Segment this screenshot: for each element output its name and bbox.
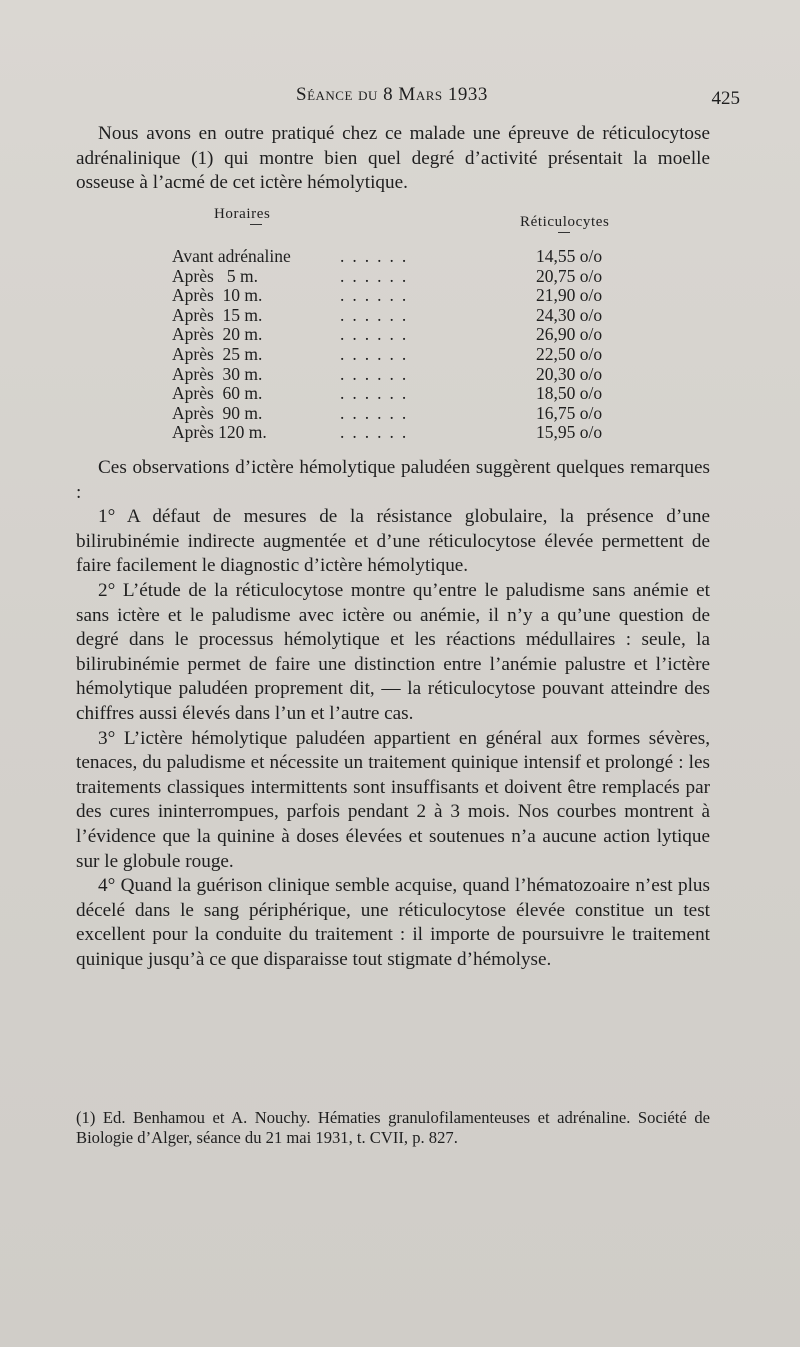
row-value: 24,30 o/o: [536, 304, 603, 325]
row-label: Après 10 m.: [172, 285, 263, 306]
row-value: 15,95 o/o: [536, 422, 603, 443]
row-leader-dots: ......: [340, 363, 415, 384]
row-label: Après 25 m.: [172, 343, 263, 364]
row-value: 18,50 o/o: [536, 383, 603, 404]
paragraph-observations: Ces observations d’ictère hémolytique paludéen suggèrent quelques remarques :: [76, 457, 710, 503]
row-label: Avant adrénaline: [172, 246, 291, 266]
row-value: 26,90 o/o: [536, 324, 603, 345]
table-row: [170, 285, 640, 305]
row-value: 20,75 o/o: [536, 265, 603, 286]
table-row: [170, 324, 640, 344]
table-row: [170, 305, 640, 325]
row-label: Après 120 m.: [172, 422, 267, 443]
row-value: 14,55 o/o: [536, 246, 603, 266]
row-label: Après 20 m.: [172, 324, 263, 345]
paragraph-remark-4: 4° Quand la guérison clinique semble acquise, quand l’hématozoaire n’est plus décelé dans le sang périphérique, une réticulocytose élevée constitue un test excellent pour la conduite du traitement : il importe de poursuivre le traitement quinique jusqu’à ce que disparaisse tout stigmate d’hémolyse.: [76, 875, 710, 970]
table-row: [170, 383, 640, 403]
row-leader-dots: ......: [340, 402, 415, 423]
row-label: Après 5 m.: [172, 265, 259, 286]
table-row: [170, 422, 640, 442]
row-leader-dots: ......: [340, 265, 415, 286]
paragraph-remark-2: 2° L’étude de la réticulocytose montre qu’entre le paludisme sans anémie et sans ictère et le paludisme avec ictère ou anémie, il n’y a qu’une question de degré dans le processus hémolytique et les réactions médullaires : seule, la bilirubinémie permet de faire une distinction entre l’anémie palustre et l’ictère hémolytique paludéen proprement dit, — la réticulocytose pouvant atteindre des chiffres aussi élevés dans l’un et l’autre cas.: [76, 579, 710, 724]
paragraph-remark-1: 1° A défaut de mesures de la résistance globulaire, la présence d’une bilirubinémie indirecte augmentée et d’une réticulocytose élevée permettent de faire facilement le diagnostic d’ictère hémolytique.: [76, 506, 710, 577]
page-header: [100, 84, 740, 114]
row-leader-dots: ......: [340, 343, 415, 364]
row-leader-dots: ......: [340, 246, 415, 266]
footnote: [76, 1108, 710, 1148]
table-body: [170, 246, 640, 442]
table-header: [170, 204, 640, 246]
intro-paragraph: [76, 122, 710, 196]
row-value: 16,75 o/o: [536, 402, 603, 423]
table-row: [170, 266, 640, 286]
header-dash-right: [558, 232, 570, 233]
row-value: 21,90 o/o: [536, 285, 603, 306]
row-leader-dots: ......: [340, 304, 415, 325]
footnote-text: (1) Ed. Benhamou et A. Nouchy. Hématies granulofilamenteuses et adrénaline. Société de Biologie d’Alger, séance du 21 mai 1931, t. CVII, p. 827.: [76, 1108, 710, 1147]
table-row: [170, 344, 640, 364]
reticulocyte-table: [170, 204, 640, 442]
row-leader-dots: ......: [340, 422, 415, 443]
row-value: 22,50 o/o: [536, 343, 603, 364]
row-leader-dots: ......: [340, 285, 415, 306]
row-label: Après 60 m.: [172, 383, 263, 404]
row-label: Après 30 m.: [172, 363, 263, 384]
column-header-horaires: Horaires: [214, 206, 271, 222]
body-text: [76, 456, 710, 972]
row-leader-dots: ......: [340, 324, 415, 345]
table-row: [170, 364, 640, 384]
row-label: Après 90 m.: [172, 402, 263, 423]
paragraph-remark-3: 3° L’ictère hémolytique paludéen appartient en général aux formes sévères, tenaces, du paludisme et nécessite un traitement quinique intensif et prolongé : les traitements classiques intermittents sont insuffisants et doivent être remplacés par des cures ininterrompues, parfois pendant 2 à 3 mois. Nos courbes montrent à l’évidence que la quinine à doses élevées et soutenues n’a aucune action lytique sur le globule rouge.: [76, 727, 710, 872]
column-header-reticulocytes: Réticulocytes: [520, 214, 610, 230]
intro-text: Nous avons en outre pratiqué chez ce malade une épreuve de réticulocytose adrénalinique (1) qui montre bien quel degré d’activité présentait la moelle osseuse à l’acmé de cet ictère hémolytique.: [76, 123, 710, 194]
table-row: [170, 403, 640, 423]
table-row: [170, 246, 640, 266]
row-value: 20,30 o/o: [536, 363, 603, 384]
row-label: Après 15 m.: [172, 304, 263, 325]
running-head: Séance du 8 Mars 1933: [296, 84, 488, 105]
page-number: 425: [711, 88, 740, 109]
row-leader-dots: ......: [340, 383, 415, 404]
header-dash-left: [250, 224, 262, 225]
